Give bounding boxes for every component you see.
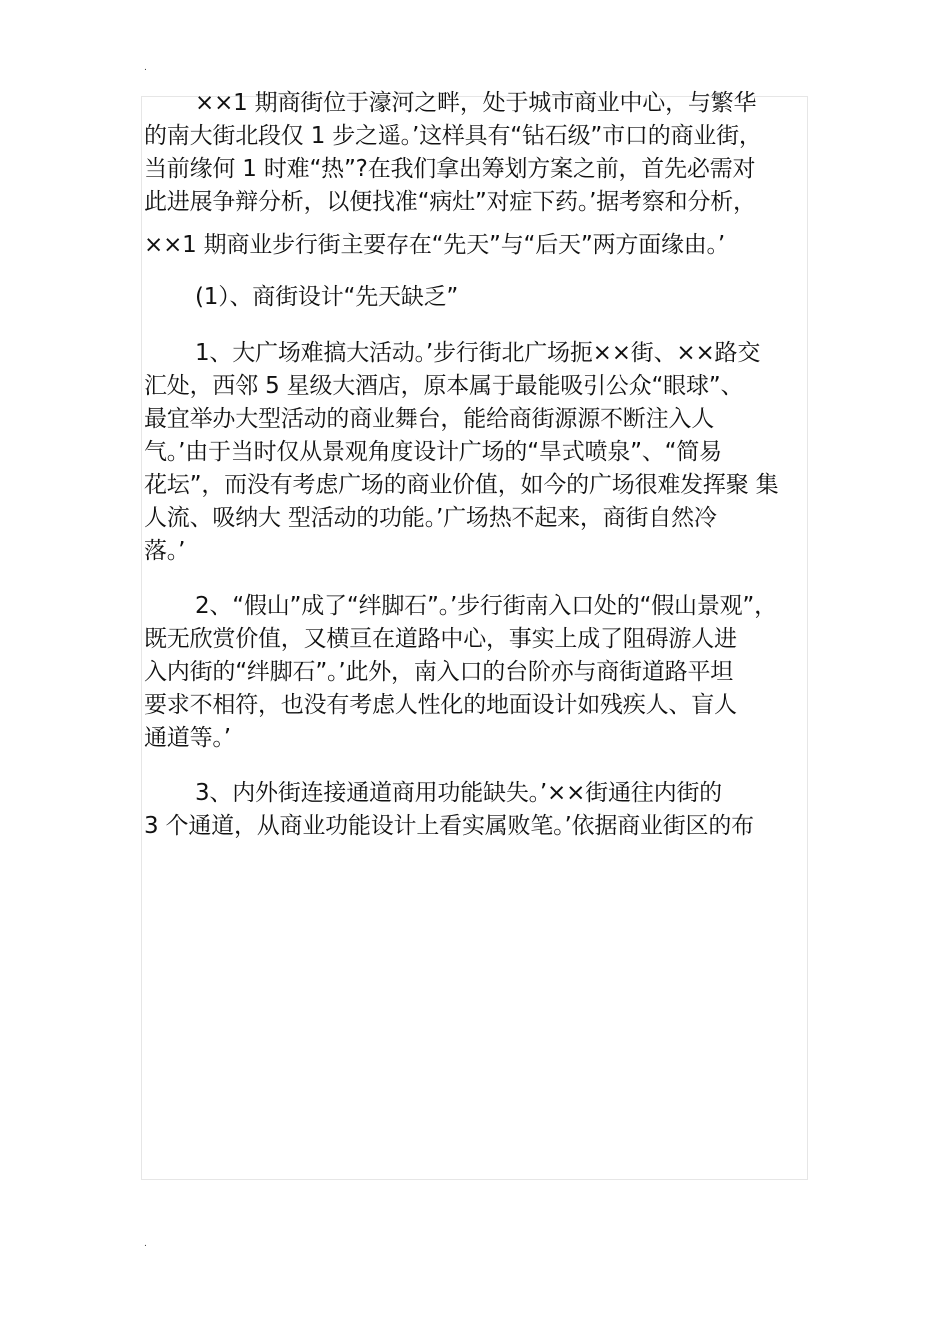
text-line: 汇处，西邻 5 星级大酒店，原本属于最能吸引公众“眼球”、 bbox=[144, 373, 744, 399]
text-line: ××1 期商街位于濠河之畔，处于城市商业中心，与繁华 bbox=[195, 90, 757, 116]
text-line: 气。’由于当时仅从景观角度设计广场的“旱式喷泉”、“简易 bbox=[144, 439, 722, 465]
bottom-corner-mark: . bbox=[144, 1239, 147, 1249]
section-heading: (1）、商街设计“先天缺乏” bbox=[195, 284, 459, 310]
text-line: 落。’ bbox=[144, 538, 186, 564]
text-line: 2、“假山”成了“绊脚石”。’步行街南入口处的“假山景观”， bbox=[195, 593, 777, 619]
text-line: 既无欣赏价值，又横亘在道路中心，事实上成了阻碍游人进 bbox=[144, 626, 737, 652]
text-line: ××1 期商业步行街主要存在“先天”与“后天”两方面缘由。’ bbox=[144, 232, 725, 258]
text-line: 当前缘何 1 时难“热”?在我们拿出筹划方案之前，首先必需对 bbox=[144, 156, 756, 182]
text-line: 人流、吸纳大 型活动的功能。’广场热不起来，商街自然冷 bbox=[144, 505, 717, 531]
text-line: 最宜举办大型活动的商业舞台，能给商街源源不断注入人 bbox=[144, 406, 715, 432]
text-line: 的南大街北段仅 1 步之遥。’这样具有“钻石级”市口的商业街， bbox=[144, 123, 762, 149]
text-line: 入内街的“绊脚石”。’此外，南入口的台阶亦与商街道路平坦 bbox=[144, 659, 734, 685]
top-corner-mark: . bbox=[144, 63, 147, 73]
text-line: 通道等。’ bbox=[144, 725, 231, 751]
text-line: 3 个通道，从商业功能设计上看实属败笔。’依据商业街区的布 bbox=[144, 813, 754, 839]
text-line: 此进展争辩分析，以便找准“病灶”对症下药。’据考察和分析， bbox=[144, 189, 756, 215]
text-line: 要求不相符，也没有考虑人性化的地面设计如残疾人、盲人 bbox=[144, 692, 737, 718]
text-line: 3、内外街连接通道商用功能缺失。’××街通往内街的 bbox=[195, 780, 722, 806]
text-line: 花坛”，而没有考虑广场的商业价值，如今的广场很难发挥聚 集 bbox=[144, 472, 779, 498]
text-line: 1、大广场难搞大活动。’步行街北广场扼××街、××路交 bbox=[195, 340, 761, 366]
